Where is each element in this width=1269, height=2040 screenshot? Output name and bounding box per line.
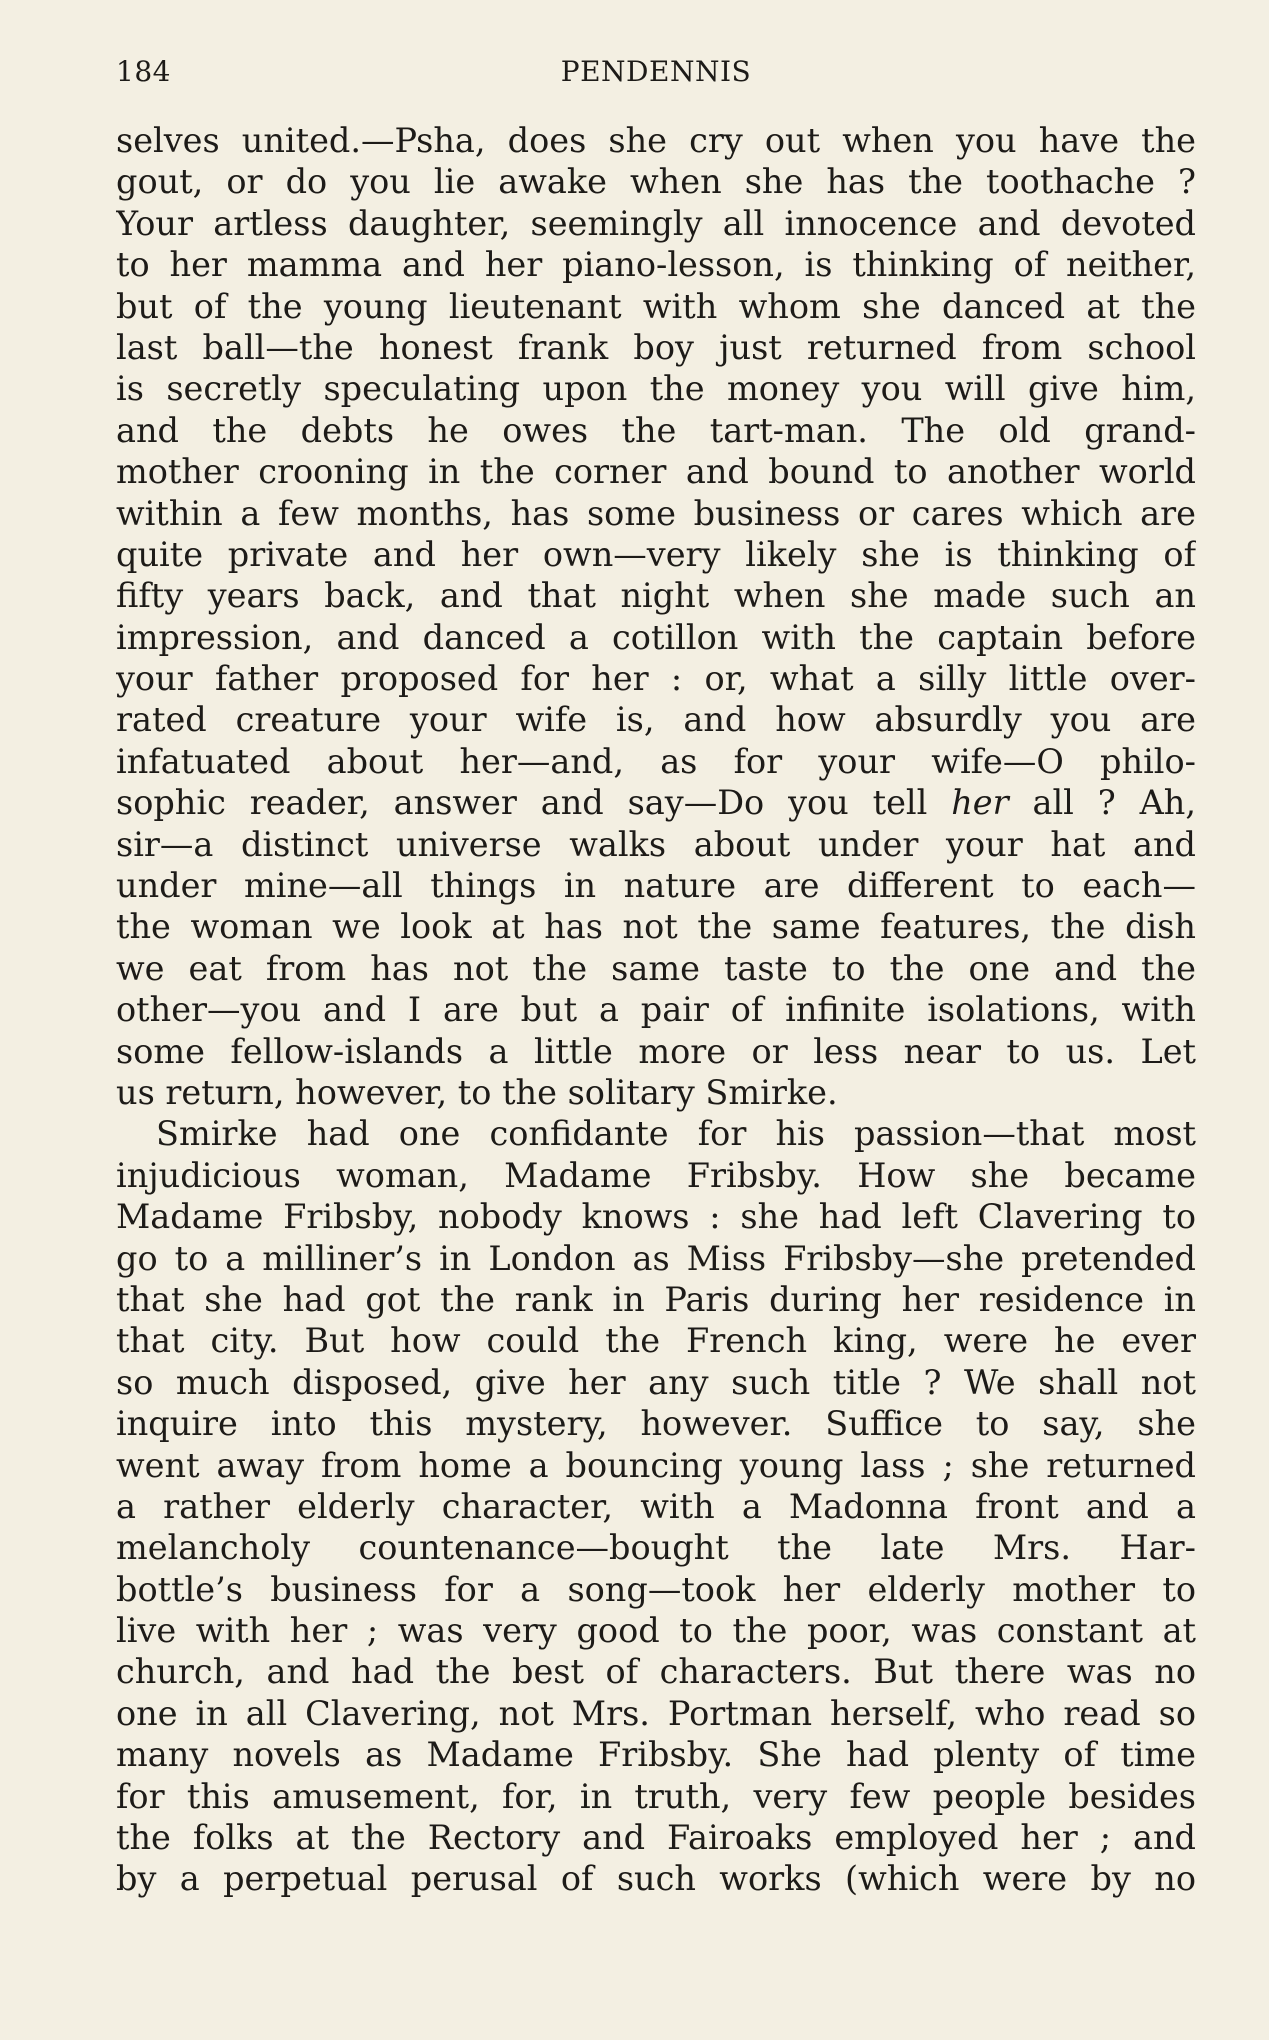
text-line-with-italic xyxy=(116,782,1196,823)
text-segment: sophic reader, answer and say—Do you tell xyxy=(116,783,952,823)
text-line: gout, or do you lie awake when she has the toothache ? xyxy=(116,162,1196,202)
text-line: that she had got the rank in Paris during her residence in xyxy=(116,1279,1196,1319)
text-line: to her mamma and her piano-lesson, is thinking of neither, xyxy=(116,245,1196,285)
paragraph-end-line: us return, however, to the solitary Smirke. xyxy=(116,1072,838,1112)
text-line: selves united.—Psha, does she cry out when you have the xyxy=(116,121,1196,160)
text-line: church, and had the best of characters. But there was no xyxy=(116,1652,1196,1692)
text-line: the woman we look at has not the same features, the dish xyxy=(116,907,1196,947)
text-line: many novels as Madame Fribsby. She had plenty of time xyxy=(116,1735,1196,1775)
body-text xyxy=(116,120,1196,1900)
text-line: infatuated about her—and, as for your wife—O philo- xyxy=(116,741,1196,781)
text-line: inquire into this mystery, however. Suffice to say, she xyxy=(116,1404,1196,1444)
text-line: rated creature your wife is, and how absurdly you are xyxy=(116,700,1196,740)
text-line: quite private and her own—very likely she is thinking of xyxy=(116,534,1196,574)
text-line: go to a milliner’s in London as Miss Fribsby—she pretended xyxy=(116,1238,1196,1278)
paragraph-first-line: Smirke had one confidante for his passion—that most xyxy=(156,1114,1196,1154)
text-line: a rather elderly character, with a Madonna front and a xyxy=(116,1486,1196,1526)
text-line: that city. But how could the French king, were he ever xyxy=(116,1321,1196,1361)
text-line: we eat from has not the same taste to the one and the xyxy=(116,948,1196,988)
italic-word: her xyxy=(951,783,1009,823)
text-line: sir—a distinct universe walks about under your hat and xyxy=(116,824,1196,864)
text-line: went away from home a bouncing young lass ; she returned xyxy=(116,1445,1196,1485)
text-line: the folks at the Rectory and Fairoaks employed her ; and xyxy=(116,1818,1196,1858)
text-line: other—you and I are but a pair of infinite isolations, with xyxy=(116,990,1196,1030)
page-number: 184 xyxy=(116,55,171,88)
text-line: by a perpetual perusal of such works (which were by no xyxy=(116,1859,1196,1899)
text-line: impression, and danced a cotillon with the captain before xyxy=(116,617,1196,657)
text-line: Your artless daughter, seemingly all innocence and devoted xyxy=(116,203,1196,243)
text-line: under mine—all things in nature are different to each— xyxy=(116,866,1196,906)
text-line: is secretly speculating upon the money you will give him, xyxy=(116,369,1196,409)
text-line: one in all Clavering, not Mrs. Portman herself, who read so xyxy=(116,1693,1196,1733)
text-line: bottle’s business for a song—took her elderly mother to xyxy=(116,1569,1196,1609)
text-segment: all ? Ah, xyxy=(1008,783,1196,823)
running-head xyxy=(116,50,1196,94)
text-line: so much disposed, give her any such title ? We shall not xyxy=(116,1362,1196,1402)
text-line: some fellow-islands a little more or less near to us. Let xyxy=(116,1031,1196,1071)
text-line: melancholy countenance—bought the late Mrs. Har- xyxy=(116,1528,1196,1568)
text-line: live with her ; was very good to the poor, was constant at xyxy=(116,1611,1196,1651)
text-line: for this amusement, for, in truth, very few people besides xyxy=(116,1776,1196,1816)
text-line: fifty years back, and that night when she made such an xyxy=(116,576,1196,616)
text-line: Madame Fribsby, nobody knows : she had left Clavering to xyxy=(116,1197,1196,1237)
text-line: and the debts he owes the tart-man. The old grand- xyxy=(116,410,1196,450)
text-line: last ball—the honest frank boy just returned from school xyxy=(116,327,1196,367)
text-line: injudicious woman, Madame Fribsby. How she became xyxy=(116,1155,1196,1195)
text-line: mother crooning in the corner and bound to another world xyxy=(116,452,1196,492)
text-line: within a few months, has some business or cares which are xyxy=(116,493,1196,533)
text-line: but of the young lieutenant with whom she danced at the xyxy=(116,286,1196,326)
book-title: PENDENNIS xyxy=(560,55,752,88)
text-line: your father proposed for her : or, what a silly little over- xyxy=(116,659,1196,699)
